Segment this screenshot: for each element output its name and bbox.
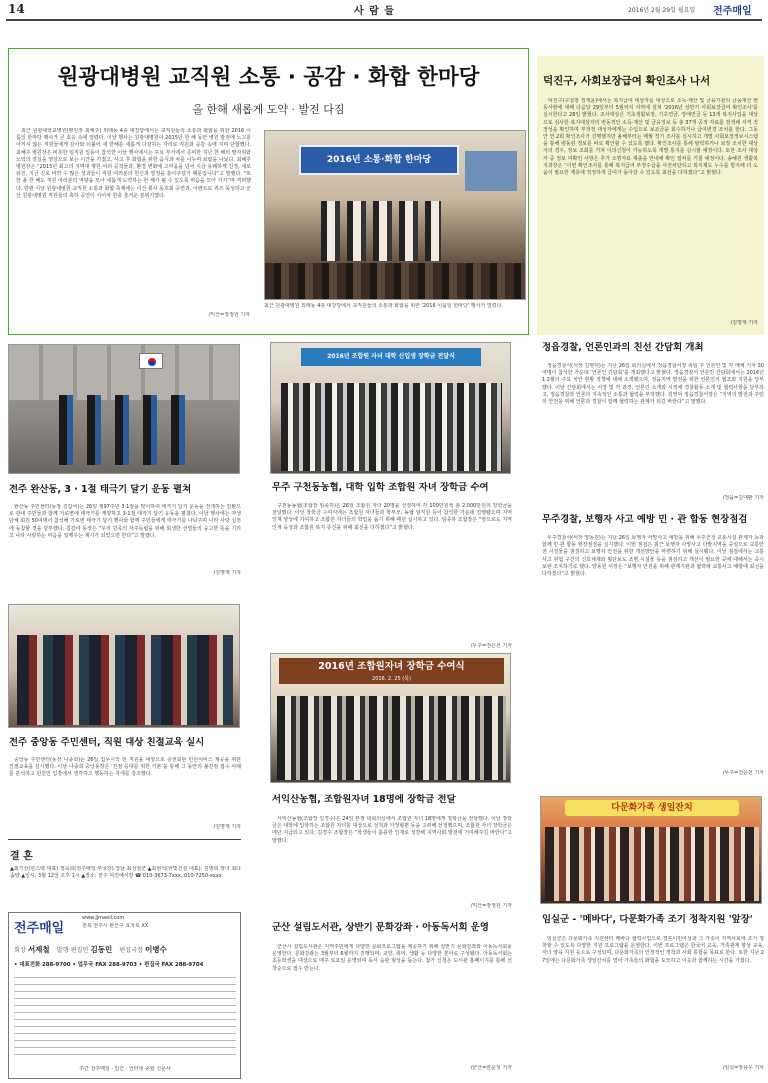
chief-name: 이병수: [145, 945, 167, 954]
col3-a1-body: 정읍경찰서(서장 김영덕)는 지난 26일 회의실에서 정읍경찰서장 취임 후 언론인 및 각 매체 기자 30여명이 참석한 가운데 ‘언론인 간담회’를 개최했다고 밝혔다. 정읍경찰서 언론인 간담회에서는 2016년 1·2월의 주요 치안 현황 정책에 대해 소개했으며, 정읍지역 발전을 위한 언론인의 협조와 지원을 당부했다. 이날 간담회에서는 서장 및 각 과장, 언론인 소개와 시정에 경찰활동 소개 및 협력사항을 당부하고, 정읍경찰과 언론의 지속적인 소통과 협력을 부탁했다. 김영덕 정읍경찰서장은 “지역의 발전과 주민의 안전을 위해 언론과 경찰이 함께 협력하는 관계가 되길 바란다”고 말했다.: [542, 363, 764, 406]
feature-byline: /익산=장정원 기자: [208, 312, 250, 318]
directory-lines: [14, 974, 236, 1060]
masthead-name: 전주매일: [14, 921, 65, 936]
sidebar-title: 덕진구, 사회보장급여 확인조사 나서: [543, 75, 711, 87]
col1-photo2: [8, 604, 240, 728]
col1-photo1: [8, 344, 240, 474]
publisher-name: 서제철: [27, 945, 50, 954]
col2-a2-body: 서익산농협(조합장 김경수)은 24일 본점 대회의실에서 조합원 자녀 18명에게 장학금을 전달했다. 이날 장학금은 대학에 입학하는 조합원 자녀를 대상으로 성적과 가정형편 등을 고려해 선정했으며, 조합원 자녀 장학금은 매년 지급되고 있다. 김경수 조합장은 “학생들이 훌륭한 인재로 성장해 지역사회 발전에 기여해주길 바란다”고 말했다.: [272, 816, 512, 844]
col1-rule: [8, 839, 241, 840]
feature-photo-caption: 최근 원광대병원 외래동 4층 대강당에서 교직원들의 소통과 화합을 위한 '2016 이룸일 한마당' 행사가 열렸다.: [264, 303, 503, 309]
scholarship-banner: [279, 658, 504, 684]
issue-date: 2016년 2월 29일 월요일: [628, 7, 696, 14]
publisher-label: 회장: [14, 947, 26, 954]
audience: [265, 263, 526, 300]
section-label: 사 람 들: [354, 6, 395, 17]
masthead-url: www.jjmaeil.com: [82, 915, 125, 921]
col2-a2-title: 서익산농협, 조합원자녀 18명에 장학금 전달: [272, 794, 456, 805]
people-walking: [59, 395, 199, 465]
sidebar-byline: /김명재 기자: [730, 320, 758, 326]
col2-a1-byline: /무주=전은선 기자: [470, 643, 512, 649]
paper-name: 전주매일: [713, 6, 752, 17]
col2-a3-title: 군산 설림도서관, 상반기 문화강좌 · 아동독서회 운영: [272, 922, 489, 933]
stage-screen: [465, 151, 517, 191]
scholarship-people: [277, 696, 506, 780]
col3-a1-title: 정읍경찰, 언론인과의 친선 간담회 개최: [542, 342, 704, 353]
stage-people: [321, 201, 441, 261]
feature-headline: 원광대병원 교직원 소통 · 공감 · 화합 한마당: [57, 65, 480, 90]
masthead-address: 전북 전주시 완산구 효자로 XX: [82, 923, 149, 929]
feature-photo: [264, 130, 526, 300]
stage-banner-text: 2016년 소통·화합 한마당: [326, 155, 432, 165]
col2-photo2: [270, 653, 511, 783]
col2-a3-body: 군산시 설림도서관은 지역주민에게 다양한 문화프로그램을 제공하기 위해 상반기 문화강좌와 아동독서회를 운영한다. 문화강좌는 3월부터 6월까지 진행되며, 교양, 취미, 생활 등 다양한 분야로 구성됐다. 아동독서회는 초등학생을 대상으로 매주 토요일 운영되며 독서 습관 형성을 돕는다. 참가 신청은 도서관 홈페이지를 통해 선착순으로 접수 받는다.: [272, 944, 512, 972]
ceremony-banner: [301, 348, 481, 366]
col3-a2-body: 무주경찰서(서장 양동원)는 지난 26일 보행자 사망사고 예방을 위해 무주군청 교통시설 관계자 등과 함께 민·관 합동 현장점검을 실시했다. 이번 점검은 최근 보행자 사망사고 다발지역을 중심으로 교통안전 시설물을 점검하고 보행자 안전을 위한 개선방안을 마련하기 위해 실시됐다. 이날 점검에서는 교통사고 위험 구간의 신호체계와 횡단보도 조명 시설물 등을 점검하고 개선이 필요한 곳에 대해서는 즉시 보완 조치하기로 했다. 양동원 서장은 “보행자 안전을 위해 관계기관과 협력해 교통사고 예방에 최선을 다하겠다”고 밝혔다.: [542, 535, 764, 578]
group-photo-people: [281, 383, 502, 471]
sidebar-body: 덕진구(구청장 정재윤)에서는 복지급여 대상자를 대상으로 소득·재산 및 금융기관의 금융재산 변동사항에 대해 다음달 29일부터 5월까지 지역에 걸쳐 '2016년 상반기 사회보장급여 확인조사'를 실시한다고 28일 밝혔다. 조사대상은 기초생활보장, 기초연금, 장애연금 등 13개 복지사업을 대상으로 심사한 복지대상자의 변동적인 소득·재산 및 금융정보 등 총 37개 공적 자료를 검색해 자격 적정성을 확인하며 부적정 대상자에게는 수입으로 보조금을 회수하거나 급여변경 조치를 한다. 그동안 연 2회 확인조사가 진행했지만 올해부터는 매월 정기 조사를 실시하고 개별 사회보장정보시스템을 통해 변동된 정보를 바로 확인할 수 있도록 했다. 확인조사를 통해 탈락하거나 보장 조치한 대상자의 경우, 정보 조회를 거쳐 이의신청이 가능하도록 개별 통지를 실시할 예정이다. 또한 조사 대상자 중 정보 미확인 사항은 추가 소명자료 제출을 안내해 확인 절차를 거칠 예정이다. 송혜원 생활복지과장은 “이번 확인조사를 통해 복지급여 부정수급을 사전차단하고 복지제도 누수를 방지해 더 도움이 필요한 계층에 적정하게 급여가 돌아갈 수 있도록 최선을 다하겠다”고 밝혔다.: [543, 98, 758, 177]
ceremony-banner-text: 2016년 조합원 자녀 대학 신입생 장학금 전달식: [327, 353, 455, 360]
scholarship-banner-text: 2016년 조합원자녀 장학금 수여식: [318, 661, 465, 672]
feature-subhead: 올 한해 새롭게 도약 · 발전 다짐: [192, 103, 345, 116]
feature-body: 최근 원광대학교병원(병원장 최해주) 외래동 4층 대강당에서는 교직원들의 소통과 화합을 위한 2016 이룸일 한마당 행사가 큰 호응 속에 열렸다. 이날 행사는 원광대병원이 2015년 한 해 동안 병원 발전에 노고를 아끼지 않은 직원들에게 감사와 더불어 새 한해를 새롭게 다짐하는 자리로 직원과 공감 속에 지며 단합했다. 최해주 병원장은 비롯한 임직원 일동이 참석한 이날 행사에서는 주요 부서에서 준비한 지난 한 해의 발자취와 노력의 결실을 영상으로 보는 시간을 가졌고, 사고 후 화합을 위한 음식과 차를 나누며 보람을 나눴다. 최해주 병원장은 “2015년 최고의 지역대 병원 여러 공적들과, 환경 변화에 고마움을 넘어 지금 유쾌하게 진정, 새로워진, 지금 진로 비약 수 많은 성과들이 직원 여러분의 헌신과 열정을 쏟아주셨기 때문입니다”고 말했다. “또한 올 한 해도 직원 여러분의 역량을 모아 새롭게 도약하는 한 해가 될 수 있도록 마음을 모아 가자”며 격려했다. 한편 이날 원광대병원 교직원 소통과 화합 축제에는 이산 봉사 동호회 공연과, 이벤트로 퀴즈 풍성하고 군산 원광대병원 직원들의 축하 공연이 이어져 한층 흥겨운 분위기였다.: [16, 128, 251, 199]
col1-a1-title: 전주 완산동, 3 · 1절 태극기 달기 운동 펼쳐: [9, 484, 192, 495]
chief-label: 편집국장: [119, 947, 144, 954]
page-header: [6, 0, 762, 18]
editor-name: 김동민: [90, 945, 113, 954]
col1-a2-byline: /김명재 기자: [213, 824, 241, 830]
page-number: 14: [8, 2, 25, 16]
col1-a1-body: 완산동 주민센터(동장 김갑여)는 26일 제97주년 3·1절을 맞이하여 태극기 달기 운동을 전개하는 일환으로 관내 주민들과 함께 가로변에 태극기를 게양하고 3·1절 태극기 달기 운동을 펼쳤다. 이날 행사에는 자생단체 회원 50여명이 참석해 가로변 태극기 달기 행사와 함께 주민들에게 태극기를 나눠주며 나라 사랑 실천에 동참할 것을 당부했다. 김갑여 동장은 “우리 민족의 자주독립을 위해 희생한 선열들의 숭고한 뜻을 기리고 나라 사랑하는 마음을 일깨우는 계기가 되었으면 한다”고 말했다.: [9, 504, 241, 539]
editor-label: 발행·편집인: [56, 947, 89, 954]
col3-a3-title: 임실군 - '메바다', 다문화가족 조기 정착지원 '앞장': [542, 914, 753, 925]
col2-photo1: [270, 342, 511, 474]
col3-a1-byline: /정읍=김대환 기자: [722, 495, 764, 501]
building-block: [9, 345, 240, 400]
masthead-footer: 주간 전주매일 · 일간 · 인터넷 종합 신문사: [79, 1066, 171, 1072]
wedding-body: ▲최기선(한스텍 대표) 정숙희(전주매일 부국장) 장남 최성철군 ▲최현석(한빛건설 대표), 김명희 장녀 최다솜양 ▲일시: 3월 12일 오후 1시 ▲장소: 전주 덕진예식장 ☎ 010-3673-7xxx, 010-7250-xxxx: [10, 866, 241, 880]
wedding-title: 결 혼: [10, 851, 33, 862]
col2-a1-body: 구천동농협(조합장 임종하)은 26일 조합원 자녀 20명을 선정하여 각 100만원씩 총 2,000만원의 장학금을 전달했다. 이날 장학금 수여식에는 조합원 자녀들과 학부모, 농협 임직원 등이 참석한 가운데 진행됐으며 지역 인재 양성에 기여하고 조합원 자녀들의 학업을 돕기 위해 매년 실시하고 있다. 임종하 조합장은 “앞으로도 지역 인재 육성과 조합원 복지 증진을 위해 최선을 다하겠다”고 밝혔다.: [272, 503, 512, 531]
col1-a1-byline: /김명재 기자: [213, 570, 241, 576]
masthead-phones: • 대표전화 288-9700 • 업무국 FAX 288-9703 • 편집국 FAX 288-9704: [14, 962, 204, 968]
col3-a2-byline: /무주=전은선 기자: [722, 770, 764, 776]
birthday-banner-text: 다문화가족 생일잔치: [611, 803, 693, 813]
col2-a1-title: 무주 구천동농협, 대학 입학 조합원 자녀 장학금 수여: [272, 482, 489, 493]
col3-a3-byline: /임실=장용우 기자: [722, 1065, 764, 1071]
office-people: [17, 635, 233, 725]
scholarship-banner-date: 2016. 2. 25 (목): [372, 676, 411, 682]
header-rule: [6, 19, 762, 21]
col2-a3-byline: /군산=한문성 기자: [470, 1065, 512, 1071]
birthday-people: [545, 827, 759, 901]
taegukgi-flag-icon: [139, 353, 163, 369]
col3-a2-title: 무주경찰, 보행자 사고 예방 민 · 관 합동 현장점검: [542, 514, 748, 525]
masthead-people: [14, 944, 236, 955]
col3-photo3: [540, 796, 762, 904]
col3-a3-body: 임실군은 다문화가족 지원센터 메바다 협력사업으로 결혼이민여성과 그 가족이 지역사회에 조기 정착할 수 있도록 다양한 지원 프로그램을 운영한다. 이번 프로그램은 한국어 교육, 가족관계 향상 교육, 자녀 양육 지원 등으로 구성되며, 다문화가족의 안정적인 정착과 사회 통합을 목표로 한다. 또한 지난 27일에는 다문화가족 생일잔치를 열어 가족들의 화합을 도모하고 이웃과 함께하는 시간을 가졌다.: [542, 936, 764, 964]
col2-a2-byline: /익산=장정원 기자: [470, 903, 512, 909]
birthday-banner: [565, 800, 739, 816]
col1-a2-title: 전주 중앙동 주민센터, 직원 대상 친절교육 실시: [9, 737, 205, 748]
col1-a2-body: 중앙동 주민센터(동장 나종희)는 26일 업무시작 전 직원을 대상으로 증권회관 민원서비스 제공을 위한 친절교육을 실시했다. 이날 나종희 중앙동장은 ‘친절 응대를 위한 기본’을 통해 그 동안의 불친절 접수 사례를 분석하고 민원인 입장에서 생각하고 행동하는 자세를 강조했다.: [9, 757, 241, 778]
stage-banner: [299, 145, 459, 175]
